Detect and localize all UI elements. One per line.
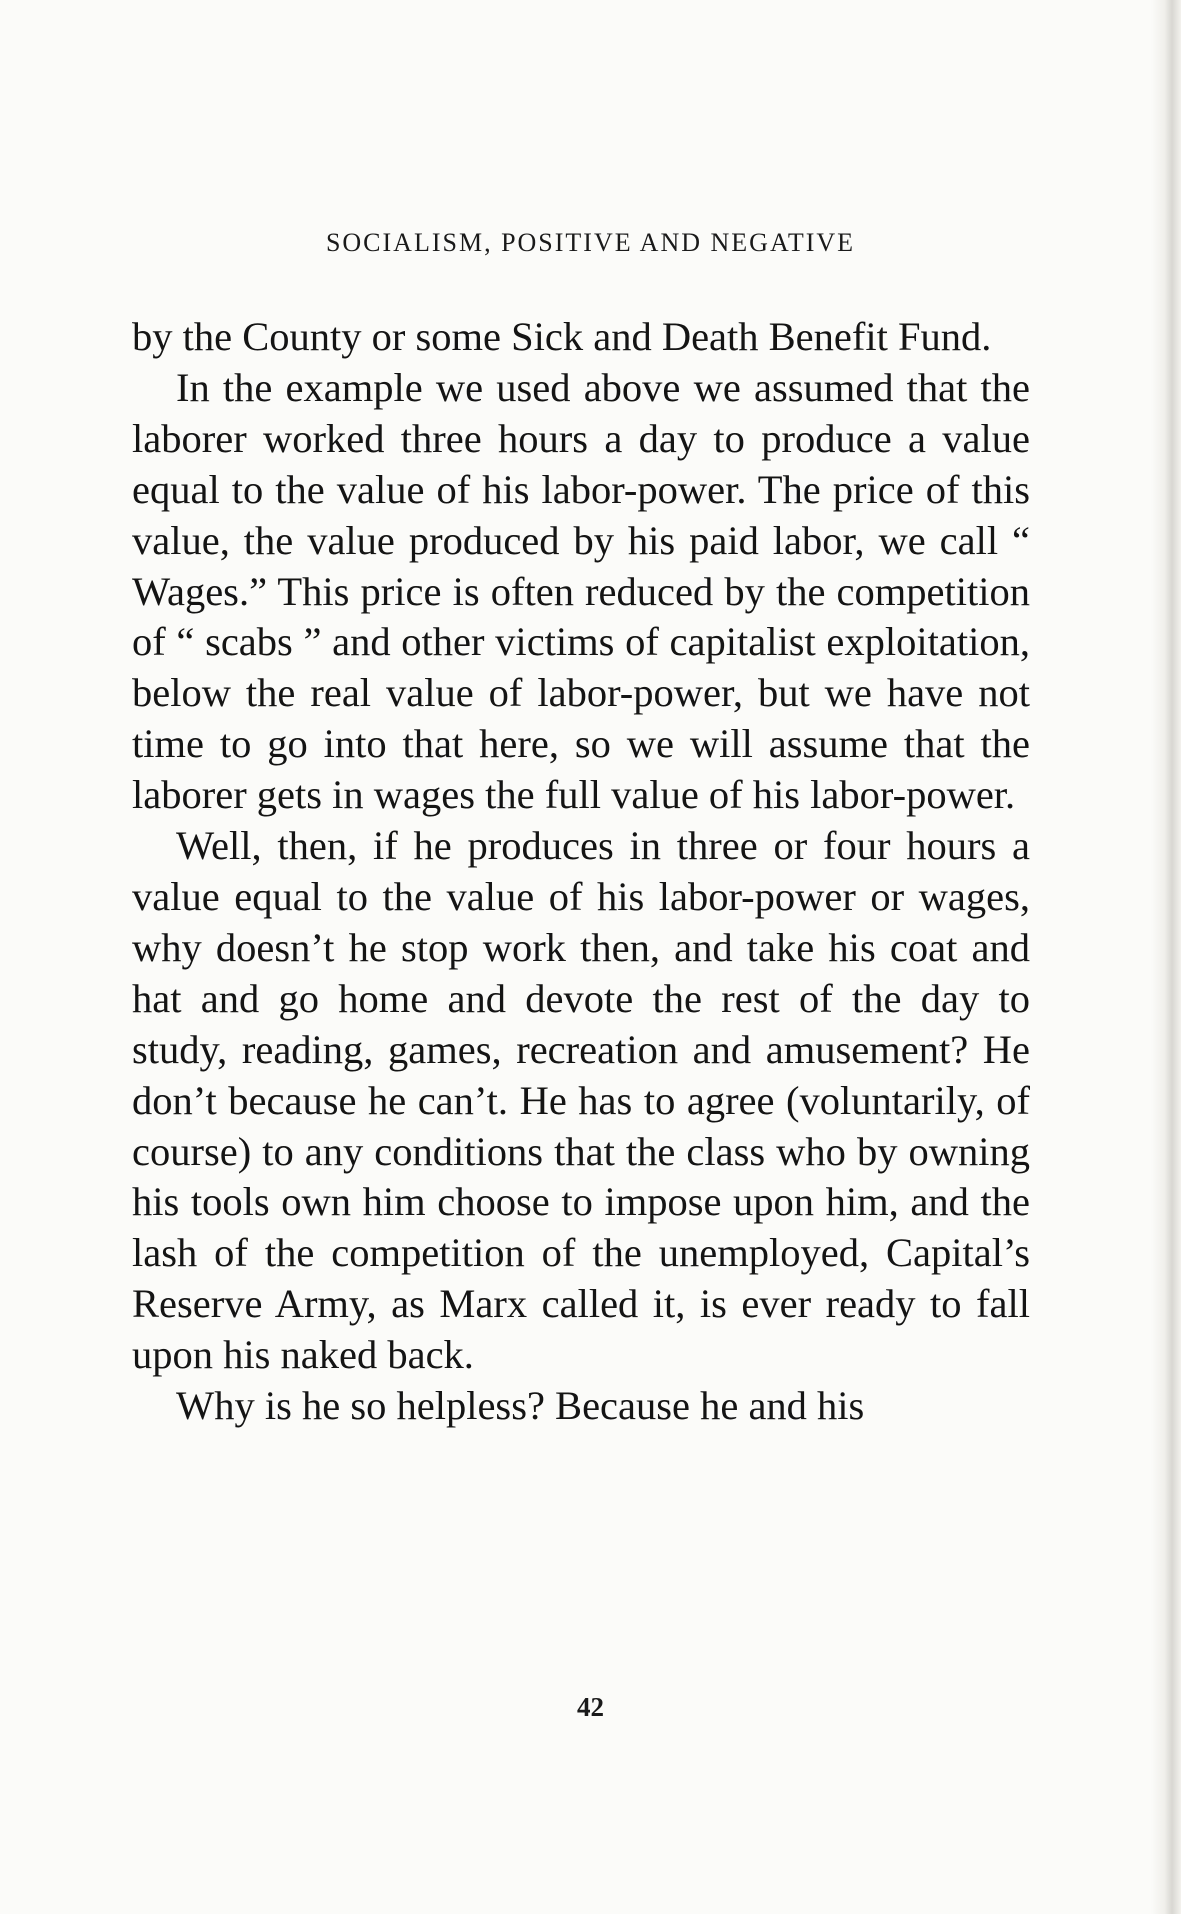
paragraph-1: by the County or some Sick and Death Benefit Fund. bbox=[132, 314, 992, 359]
paragraph-3: Well, then, if he produces in three or four hours a value equal to the value of his labor-power or wages, why doesn’t he stop work then, and take his coat and hat and go home and devote the rest of the day to study, reading, games, recreation and amusement? He don’t because he can’t. He has to agree (voluntarily, of course) to any conditions that the class who by owning his tools own him choose to impose upon him, and the lash of the competition of the unemployed, Capital’s Reserve Army, as Marx called it, is ever ready to fall upon his naked back. bbox=[132, 823, 1030, 1378]
running-head: SOCIALISM, POSITIVE AND NEGATIVE bbox=[325, 228, 856, 257]
page-number: 42 bbox=[577, 1692, 604, 1722]
body-text bbox=[132, 312, 1030, 1432]
paragraph-2: In the example we used above we assumed that the laborer worked three hours a day to produce a value equal to the value of his labor-power. The price of this value, the value produced by his paid labor, we call “ Wages.” This price is often reduced by the competition of “ scabs ” and other victims of capitalist exploitation, below the real value of labor-power, but we have not time to go into that here, so we will assume that the laborer gets in wages the full value of his labor-power. bbox=[132, 364, 1030, 818]
paragraph-4: Why is he so helpless? Because he and his bbox=[176, 1383, 865, 1429]
page-edge-shadow bbox=[1151, 0, 1181, 1914]
